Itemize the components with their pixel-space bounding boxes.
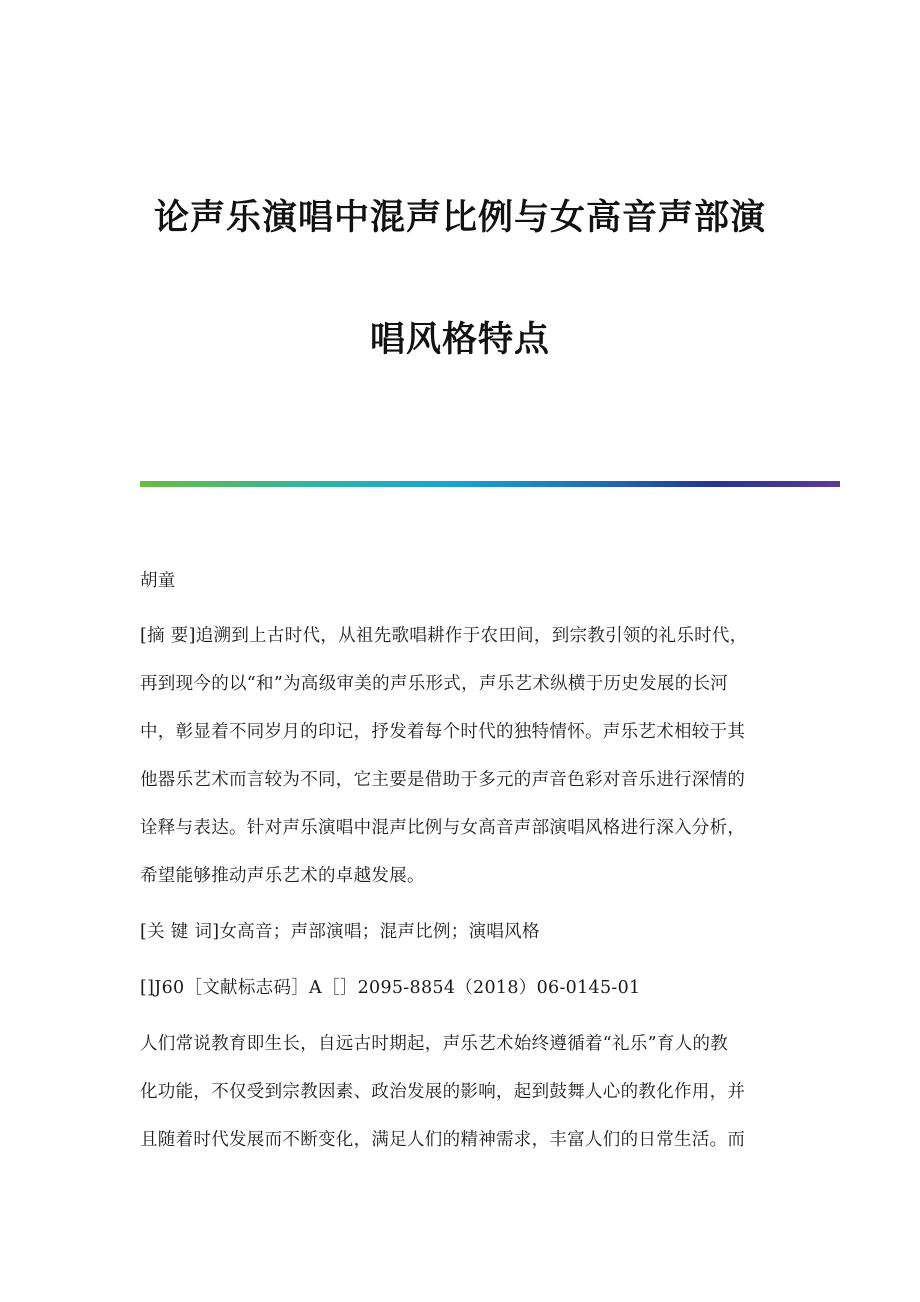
keywords: [关 键 词]女高音；声部演唱；混声比例；演唱风格 <box>140 922 540 942</box>
body-line: 化功能，不仅受到宗教因素、政治发展的影响，起到鼓舞人心的教化作用，并 <box>140 1082 746 1102</box>
gradient-divider <box>140 481 840 487</box>
body-paragraph <box>140 1020 772 1164</box>
body-line: 人们常说教育即生长，自远古时期起，声乐艺术始终遵循着“礼乐”育人的教 <box>140 1034 729 1054</box>
classification-codes: []J60［文献标志码］A［］2095-8854（2018）06-0145-01 <box>140 978 641 998</box>
abstract-line: 诠释与表达。针对声乐演唱中混声比例与女高音声部演唱风格进行深入分析， <box>140 818 746 838</box>
abstract <box>140 612 772 900</box>
author-name: 胡童 <box>140 571 176 591</box>
abstract-line: 再到现今的以“和”为高级审美的声乐形式，声乐艺术纵横于历史发展的长河 <box>140 674 729 694</box>
abstract-line: 他器乐艺术而言较为不同，它主要是借助于多元的声音色彩对音乐进行深情的 <box>140 770 746 790</box>
document-title-line-1: 论声乐演唱中混声比例与女高音声部演 <box>153 198 766 238</box>
abstract-line: 中，彰显着不同岁月的印记，抒发着每个时代的独特情怀。声乐艺术相较于其 <box>140 722 746 742</box>
body-line: 且随着时代发展而不断变化，满足人们的精神需求，丰富人们的日常生活。而 <box>140 1130 746 1150</box>
abstract-line: [摘 要]追溯到上古时代，从祖先歌唱耕作于农田间，到宗教引领的礼乐时代， <box>140 626 748 646</box>
document-title-line-2: 唱风格特点 <box>369 320 550 360</box>
abstract-line: 希望能够推动声乐艺术的卓越发展。 <box>140 866 425 886</box>
